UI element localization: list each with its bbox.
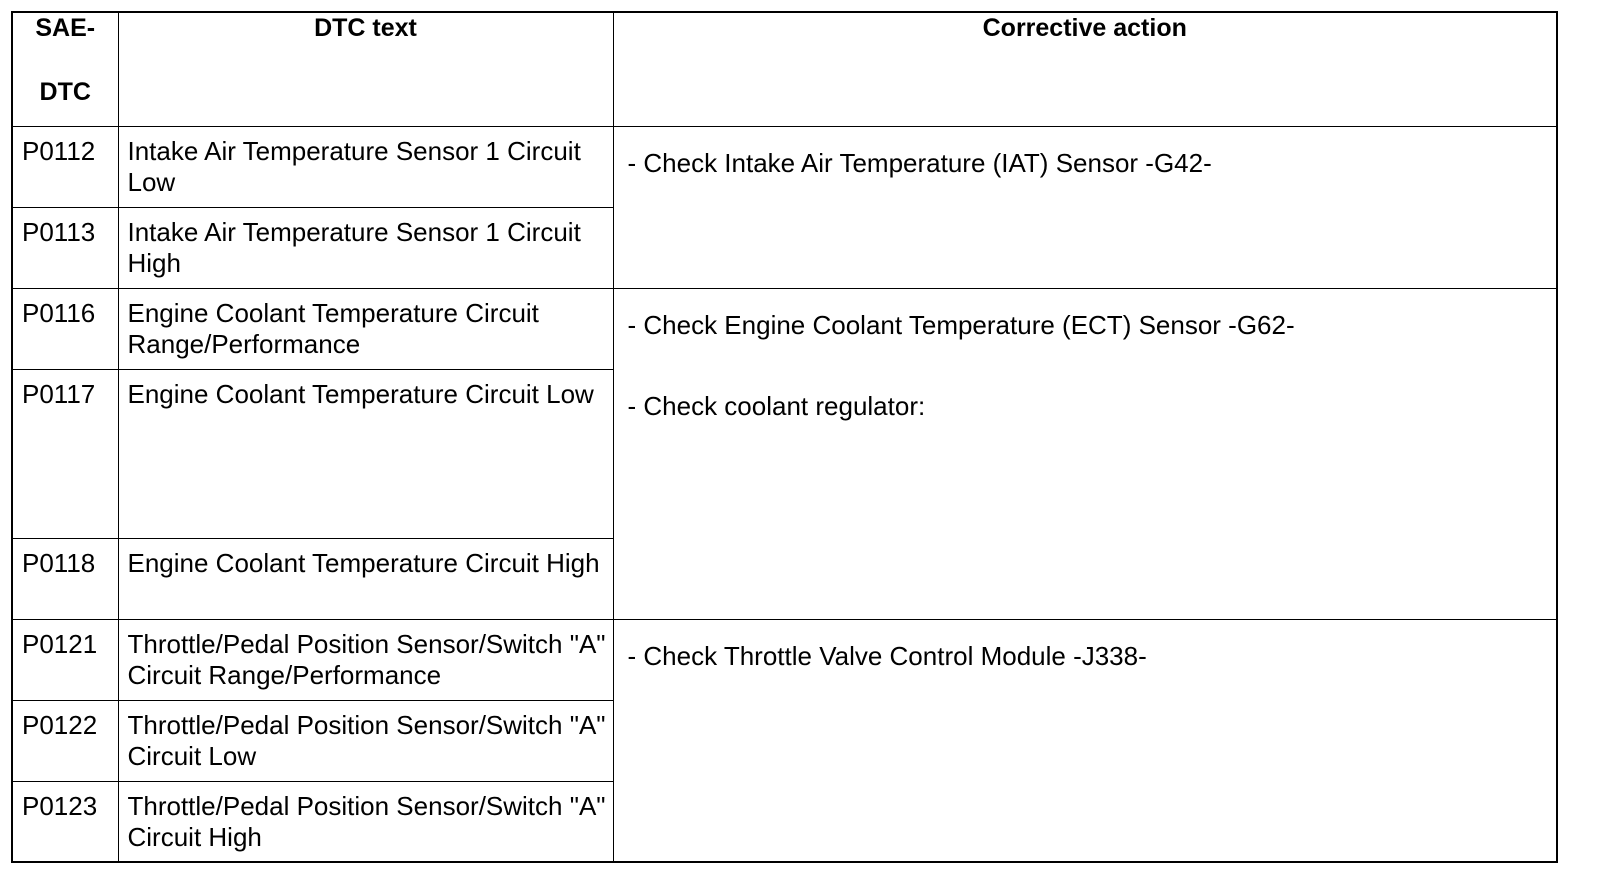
dtc-text: Engine Coolant Temperature Circuit Low (118, 369, 613, 538)
header-sae-dtc (12, 12, 118, 126)
action-line: - Check Engine Coolant Temperature (ECT) Sensor -G62- (627, 309, 1295, 340)
header-dtc-text: DTC text (118, 12, 613, 126)
dtc-text: Throttle/Pedal Position Sensor/Switch "A" Circuit Range/Performance (118, 619, 613, 700)
dtc-code: P0121 (12, 619, 118, 700)
header-sae-dtc-line2: DTC (39, 78, 91, 106)
dtc-text: Engine Coolant Temperature Circuit Range/Performance (118, 288, 613, 369)
dtc-table (11, 11, 1558, 863)
dtc-code: P0123 (12, 781, 118, 862)
corrective-action-iat (613, 126, 1557, 288)
action-line: - Check Intake Air Temperature (IAT) Sensor -G42- (627, 147, 1212, 178)
dtc-text: Intake Air Temperature Sensor 1 Circuit Low (118, 126, 613, 207)
dtc-code: P0118 (12, 538, 118, 619)
action-line: - Check Throttle Valve Control Module -J338- (627, 640, 1147, 671)
corrective-action-ect (613, 288, 1557, 619)
table-row (12, 288, 1557, 369)
table-row (12, 126, 1557, 207)
dtc-text: Engine Coolant Temperature Circuit High (118, 538, 613, 619)
header-sae-dtc-line1: SAE- (35, 14, 96, 42)
dtc-text: Throttle/Pedal Position Sensor/Switch "A" Circuit High (118, 781, 613, 862)
header-row (12, 12, 1557, 126)
dtc-text: Intake Air Temperature Sensor 1 Circuit High (118, 207, 613, 288)
dtc-code: P0122 (12, 700, 118, 781)
dtc-code: P0112 (12, 126, 118, 207)
header-corrective-action: Corrective action (613, 12, 1557, 126)
dtc-code: P0117 (12, 369, 118, 538)
corrective-action-throttle (613, 619, 1557, 862)
action-line: - Check coolant regulator: (627, 390, 926, 421)
dtc-text: Throttle/Pedal Position Sensor/Switch "A" Circuit Low (118, 700, 613, 781)
table-row (12, 619, 1557, 700)
dtc-code: P0116 (12, 288, 118, 369)
dtc-code: P0113 (12, 207, 118, 288)
